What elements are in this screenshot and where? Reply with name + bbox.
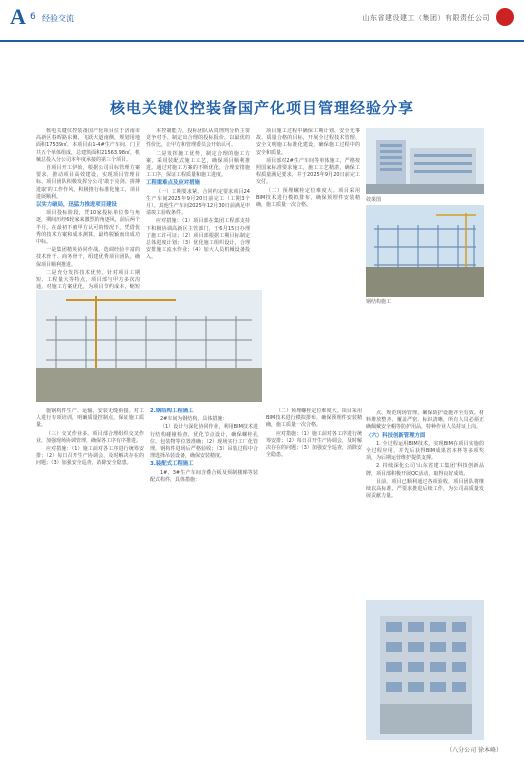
column-5 xyxy=(150,408,258,748)
paragraph: 1#、3#生产车间含叠合板及预制楼梯等装配式构件，具体措施： xyxy=(150,469,258,483)
building-rendering-photo xyxy=(366,128,484,194)
paragraph: 2#车间为钢结构，具体措施： xyxy=(160,416,228,423)
subheading: 3.装配式工程施工 xyxy=(150,461,194,468)
column-7 xyxy=(366,410,484,590)
paragraph: 2. 持续深化公司'山东省建工集团'科技创新品牌，项目部积极开展QC活动，取得良好成效。 xyxy=(366,463,484,477)
paragraph: 点、规范现场管理，确保防护设施齐全有效。材料堆放整齐、覆盖严密，标识清晰，所有人员必须正确佩戴安全帽等防护用品，特种作业人员持证上岗。 xyxy=(366,410,484,431)
paragraph: 自项目开工伊始，根据公司目标管理方案要求，推动项目高效建设，实现项目管理目标。项目团队积极发挥分公司'敢于亮剑、拼搏进取'的工作作风，积极推行标准化施工，项目进展顺利。 xyxy=(36,165,140,200)
paragraph: （1）设计与深化协同作业，利用BIM技术进行结构碰撞检查，优化节点设计，确保螺栓孔位、包装物等位置准确；（2）现场实行工厂化管理，钢构件进场后严格验收；（3）吊装过程中合理选择吊装设备，确保安装精度。 xyxy=(150,424,258,460)
paragraph: 目前，项目已顺利通过各项验收，项目团队将继续以高标准、严要求推进后续工作，为公司高质量发展贡献力量。 xyxy=(366,478,484,500)
subheading: （六）科技创新管理方面 xyxy=(366,432,426,439)
paragraph: 项目部对2#生产车间等单体施工，严格按照国家标准要求施工，施工工艺精湛，确保工程质量满足要求，并于2025年9月20日前完工交付。 xyxy=(256,157,360,186)
column-4 xyxy=(36,408,144,748)
page-badge: A xyxy=(10,4,26,29)
steel-structure-photo xyxy=(366,205,484,297)
completed-building-photo xyxy=(366,600,484,740)
paragraph: 二是充分发挥技术优势。针对项目工期短、工程量大等特点，项目部与甲方多次沟通，对施工方案优化，为项目节约成本，缩短 xyxy=(36,269,140,291)
article-source: （八分公司 徐本峰） xyxy=(446,747,502,754)
subheading: 2.钢结构工程施工 xyxy=(150,408,194,414)
page-header xyxy=(0,0,524,44)
subheading: 工程重难点及应对措施 xyxy=(146,180,200,187)
page-number: 6 xyxy=(30,12,36,22)
paragraph: 应对措施：（1）施工前对各工序进行统筹安排；（2）每日召开生产协调会，及时解决存在的问题；（3）加强安全巡查，消除安全隐患。 xyxy=(266,430,362,459)
paragraph: 应对措施：（1）施工前对各工序进行统筹安排；（2）每日召开生产协调会，及时解决存在的问题；（3）加强安全巡查，消除安全隐患。 xyxy=(36,446,144,467)
construction-site-photo xyxy=(36,290,262,402)
rendering-caption: 效果图 xyxy=(366,197,382,203)
subheading: 以实力破局，迅猛力推进项目建设 xyxy=(36,202,117,209)
paragraph: 项目投标阶段，凭10家投标单位参与角逐，期间历经6轮家来激烈的角逐风，前后两个半月。在最初不被甲方认可的情况下，凭借优秀的技术方案和成本测算，最终脱颖而出成功中标。 xyxy=(36,210,140,246)
header-divider xyxy=(0,40,524,42)
paragraph: 二是发挥施工优势，制定合理的施工方案，采用装配式施工工艺，确保项目顺利推进。通过对施工方案的不断优化，合理安排施工工序，保证工程质量和施工进度。 xyxy=(146,150,250,179)
paragraph: 1. 全过程运用BIM技术。实现BIM在项目实施的全过程应用，并先后获得BIM成果省本杯等多项奖项，为后期运营维护提供支撑。 xyxy=(366,440,484,462)
company-logo-icon xyxy=(496,8,514,26)
paragraph: （二）预埋螺栓定位难度大。项目采用BIM技术进行模拟排布，确保预埋件安装精确，施工质量一次合格。 xyxy=(266,408,362,429)
paragraph: 项目施工过程中确保工期计划、安全无事故、质量合格的目标，开展全过程技术管理、安全文明施工标准化建设，确保施工过程中的安全和质量。 xyxy=(256,128,360,156)
article-title: 核电关键仪控装备国产化项目管理经验分享 xyxy=(109,99,414,117)
steel-caption: 钢结构施工 xyxy=(366,299,392,305)
paragraph: 施钢构件生产、运输、安装无缝衔接。对工人进行专项培训，明确质量控制点，保证施工质量。 xyxy=(36,408,144,429)
paragraph: 应对措施：（1）项目部在集团工程部支持下积极协调高新区主管部门，于6月15日办理了施工许可证；（2）项目部根据工期目标制定总体进度计划；（3）优化施工组织设计，合理安排施工流水作业；（4）加大人员机械设备投入。 xyxy=(146,218,250,261)
column-6 xyxy=(266,408,362,748)
section-name: 经验交流 xyxy=(42,14,74,23)
paragraph: 本控制能力，投标团队从真刑判分析主要竞争对手、制定出合理的投标报价，以最优的性价比，让甲方和管理委员会开始认可。 xyxy=(146,128,250,149)
column-3 xyxy=(256,128,360,428)
company-name: 山东省建设建工（集团）有限责任公司 xyxy=(362,14,490,22)
paragraph: （三）交叉作业多。项目部合理组织交叉作业，加强现场协调管理，确保各工序有序推进。 xyxy=(36,430,144,444)
paragraph: （二）预埋螺栓定位难度大。项目采用BIM技术进行模拟排布，确保预埋件安装精确，施工质量一次合格。 xyxy=(256,187,360,209)
paragraph: 一是集团精英协同作战。选调经验丰富的技术骨干、商务骨干，组建优秀项目团队，确保项目顺利推进。 xyxy=(36,247,140,268)
paragraph: 核电关键仪控装备国产化项目位于济南市高新区春晖路东侧、飞跃大道南侧，规划用地面积17539㎡，本项目由1-4#生产车间、门卫共五个单体组成，总建筑面积21563.98㎡，机械总投入分公司本年度承接的第三个项目。 xyxy=(36,128,140,163)
paragraph: （一）工期要求紧。合同约定要求项目24生产车间2025年9月20日前完工（工期3个月）。其他生产车间2025年12月30日前满足申请竣工验收条件。 xyxy=(146,188,250,217)
